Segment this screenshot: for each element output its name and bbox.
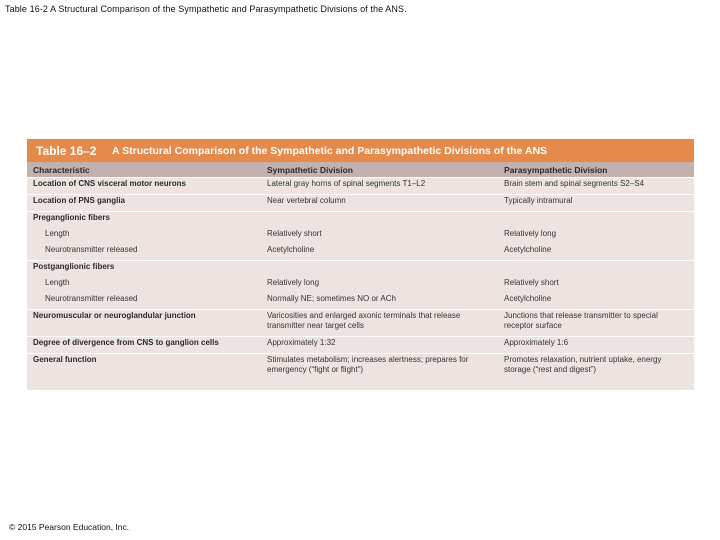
row-parasympathetic bbox=[498, 212, 694, 229]
row-characteristic: Location of PNS ganglia bbox=[33, 196, 126, 205]
row-characteristic: Neurotransmitter released bbox=[45, 245, 138, 254]
row-sympathetic bbox=[261, 261, 498, 278]
row-sympathetic: Relatively short bbox=[267, 229, 322, 238]
row-parasympathetic: Acetylcholine bbox=[504, 294, 552, 303]
header-characteristic: Characteristic bbox=[27, 162, 261, 178]
row-sympathetic: Lateral gray horns of spinal segments T1–L2 bbox=[267, 179, 426, 188]
row-characteristic: Neuromuscular or neuroglandular junction bbox=[33, 311, 196, 320]
slide-title: Table 16-2 A Structural Comparison of the Sympathetic and Parasympathetic Divisions of the ANS. bbox=[5, 4, 407, 14]
table-row bbox=[27, 228, 694, 244]
table-row bbox=[27, 178, 694, 195]
table-number: Table 16–2 bbox=[36, 143, 97, 158]
row-characteristic: Preganglionic fibers bbox=[33, 213, 110, 222]
table-row bbox=[27, 310, 694, 337]
row-sympathetic: Normally NE; sometimes NO or ACh bbox=[267, 294, 396, 303]
comparison-table bbox=[27, 139, 694, 390]
row-characteristic: Neurotransmitter released bbox=[45, 294, 138, 303]
row-parasympathetic: Typically intramural bbox=[504, 196, 573, 205]
row-parasympathetic: Approximately 1:6 bbox=[504, 338, 569, 347]
table-row bbox=[27, 293, 694, 310]
row-characteristic: Location of CNS visceral motor neurons bbox=[33, 179, 186, 188]
row-characteristic: Postganglionic fibers bbox=[33, 262, 115, 271]
row-parasympathetic: Relatively long bbox=[504, 229, 557, 238]
row-parasympathetic: Promotes relaxation, nutrient uptake, energy storage (“rest and digest”) bbox=[504, 355, 662, 374]
row-sympathetic: Near vertebral column bbox=[267, 196, 346, 205]
table-row bbox=[27, 261, 694, 278]
table-row bbox=[27, 212, 694, 229]
row-parasympathetic: Acetylcholine bbox=[504, 245, 552, 254]
row-sympathetic: Approximately 1:32 bbox=[267, 338, 336, 347]
data-table bbox=[27, 162, 694, 380]
table-row bbox=[27, 354, 694, 381]
row-sympathetic bbox=[261, 212, 498, 229]
table-row bbox=[27, 195, 694, 212]
header-parasympathetic: Parasympathetic Division bbox=[498, 162, 694, 178]
header-sympathetic: Sympathetic Division bbox=[261, 162, 498, 178]
row-sympathetic: Relatively long bbox=[267, 278, 320, 287]
header-row bbox=[27, 162, 694, 178]
row-parasympathetic: Brain stem and spinal segments S2–S4 bbox=[504, 179, 645, 188]
row-parasympathetic: Relatively short bbox=[504, 278, 559, 287]
row-characteristic: General function bbox=[33, 355, 97, 364]
row-parasympathetic bbox=[498, 261, 694, 278]
row-parasympathetic: Junctions that release transmitter to special receptor surface bbox=[504, 311, 658, 330]
table-row bbox=[27, 244, 694, 261]
row-characteristic: Length bbox=[45, 278, 70, 287]
row-characteristic: Length bbox=[45, 229, 70, 238]
table-row bbox=[27, 277, 694, 293]
row-sympathetic: Varicosities and enlarged axonic terminals that release transmitter near target cells bbox=[267, 311, 461, 330]
table-banner bbox=[27, 139, 694, 162]
table-row bbox=[27, 337, 694, 354]
row-sympathetic: Stimulates metabolism; increases alertness; prepares for emergency (“fight or flight”) bbox=[267, 355, 469, 374]
row-characteristic: Degree of divergence from CNS to ganglion cells bbox=[33, 338, 219, 347]
row-sympathetic: Acetylcholine bbox=[267, 245, 315, 254]
table-title: A Structural Comparison of the Sympathetic and Parasympathetic Divisions of the ANS bbox=[112, 144, 548, 157]
copyright-notice: © 2015 Pearson Education, Inc. bbox=[9, 522, 130, 532]
